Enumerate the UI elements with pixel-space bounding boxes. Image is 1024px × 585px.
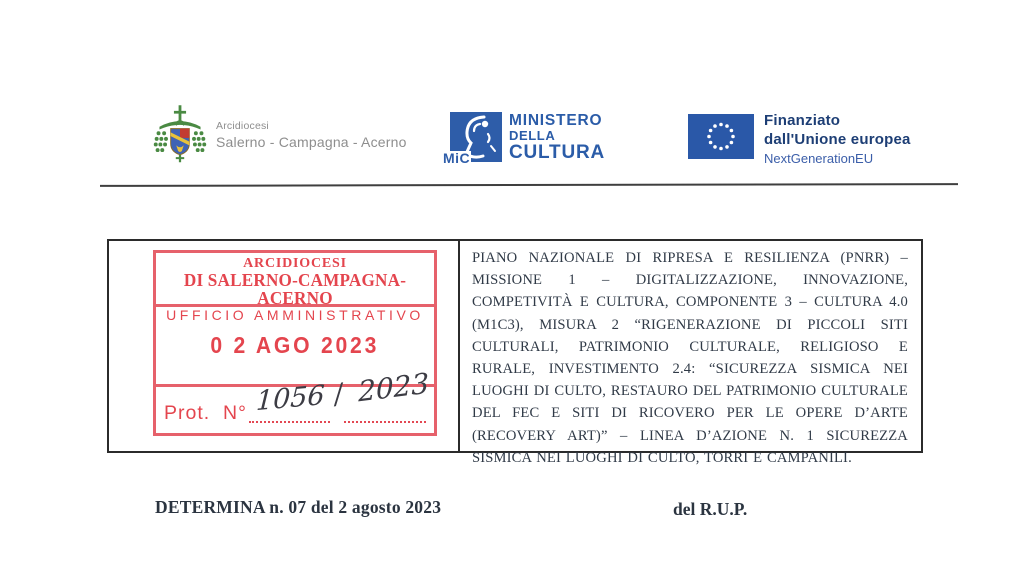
handwritten-slash: / [331, 378, 346, 411]
protocol-stamp-cell [109, 241, 460, 451]
stamp-org-line3: UFFICIO AMMINISTRATIVO [166, 307, 424, 323]
pnrr-project-description: PIANO NAZIONALE DI RIPRESA E RESILIENZA (PNRR) – MISSIONE 1 – DIGITALIZZAZIONE, INNOVAZIONE, COMPETIVITÀ E CULTURA, COMPONENTE 3 – CULTURA 4.0 (M1C3), MISURA 2 “RIGENERAZIONE DI PICCOLI SITI CULTURALI, PATRIMONIO CULTURALE, RELIGIOSO E RURALE, INVESTIMENTO 2.4: “SICUREZZA SISMICA NEI LUOGHI DI CULTO, RESTAURO DEL PATRIMONIO CULTURALE DEL FEC E SITI DI RICOVERO PER LE OPERE D’ARTE (RECOVERY ART)” – LINEA D’AZIONE N. 1 SICUREZZA SISMICA NEI LUOGHI DI CULTO, TORRI E CAMPANILI. [472, 250, 908, 466]
header-divider-rule [100, 183, 958, 187]
determina-title: DETERMINA n. 07 del 2 agosto 2023 [155, 497, 442, 517]
rup-label: del R.U.P. [673, 499, 748, 519]
handwritten-number: 1056 [255, 379, 326, 418]
diocese-name-line2: Salerno - Campagna - Acerno [216, 134, 407, 150]
stamp-organization [156, 253, 434, 323]
ministry-name-line3: CULTURA [509, 142, 606, 163]
ministry-of-culture-logo [443, 112, 606, 166]
eu-funding-text [764, 112, 911, 167]
eu-funding-line3: NextGenerationEU [764, 151, 874, 166]
ministry-name-line2: DELLA [509, 128, 556, 143]
stamp-org-line2: DI SALERNO-CAMPAGNA-ACERNO [183, 270, 407, 308]
eu-funding-line2: dall'Unione europea [764, 130, 911, 148]
diocese-name-line1: Arcidiocesi [216, 120, 269, 132]
diocese-coat-of-arms-icon [152, 104, 208, 170]
diocese-name [216, 120, 407, 151]
mic-profile-icon [443, 112, 502, 166]
stamp-date: 0 2 AGO 2023 [210, 332, 380, 358]
protocol-dotted-line-2 [344, 419, 426, 423]
stamp-org-line1: ARCIDIOCESI [243, 256, 347, 271]
ministry-name [509, 113, 605, 163]
eu-funding-line1: Finanziato [764, 112, 841, 129]
mic-wordmark: MiC [443, 150, 471, 166]
stamp-protocol-row [156, 366, 434, 430]
eu-flag-icon [688, 114, 754, 164]
protocol-number-label: Prot. N° [164, 402, 247, 424]
ministry-name-line1: MINISTERO [509, 112, 603, 129]
protocol-dotted-line-1 [249, 419, 331, 423]
protocol-stamp [153, 250, 437, 436]
handwritten-year: 2023 [357, 366, 430, 409]
eu-funding-logo [688, 114, 911, 167]
pnrr-project-cell [460, 241, 921, 466]
document-header-box [107, 239, 923, 466]
